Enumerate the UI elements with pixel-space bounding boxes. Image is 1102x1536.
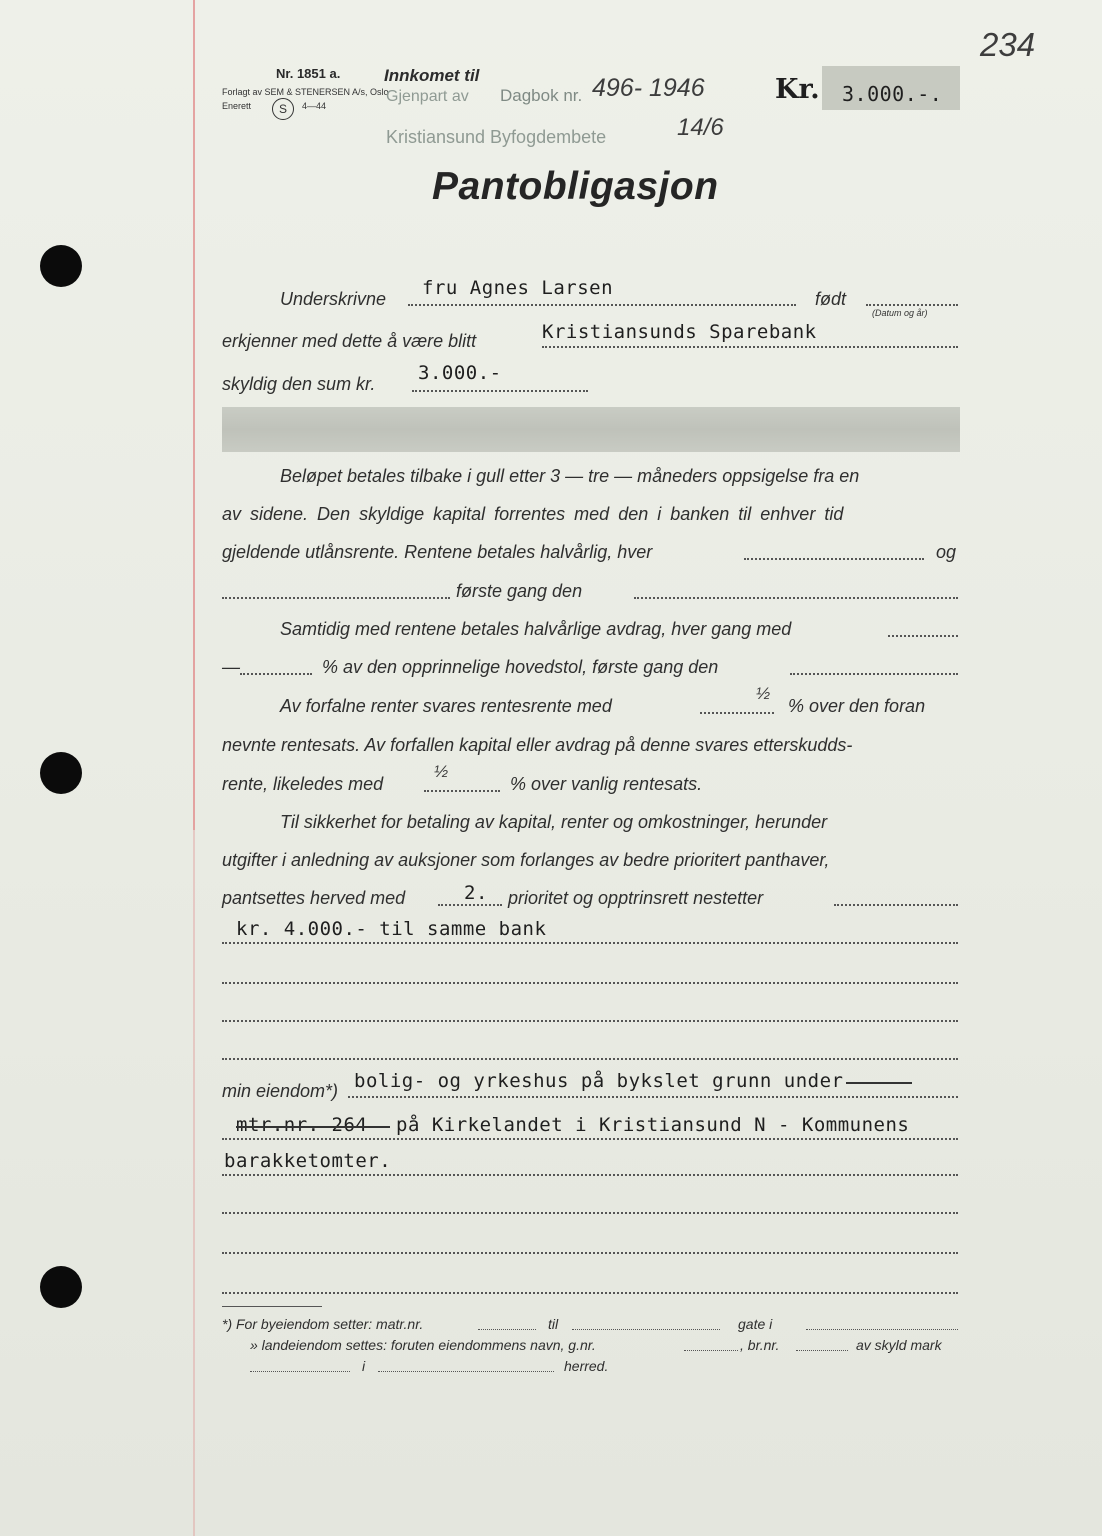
footnote-l3-dots-b xyxy=(378,1371,554,1372)
p4-line3-dots-b xyxy=(834,904,958,906)
p1-line3-dots xyxy=(744,558,924,560)
footnote-l2-c: av skyld mark xyxy=(856,1337,942,1353)
footnote-l2-a: » landeiendom settes: foruten eiendommens navn, g.nr. xyxy=(250,1337,596,1353)
property-line1: bolig- og yrkeshus på bykslet grunn under xyxy=(354,1070,844,1092)
p3-line1-value: ½ xyxy=(756,684,771,703)
footnote-rule xyxy=(222,1306,322,1307)
footnote-l3-b: herred. xyxy=(564,1358,609,1374)
born-label: født xyxy=(815,289,847,309)
document-title: Pantobligasjon xyxy=(432,165,719,208)
footnote-l2-dots-a xyxy=(684,1350,738,1351)
publisher-enerett: Enerett xyxy=(222,101,252,111)
page-number: 234 xyxy=(980,26,1036,63)
footnote-l3-a: i xyxy=(362,1358,366,1374)
property-line2: på Kirkelandet i Kristiansund N - Kommunens xyxy=(396,1114,910,1136)
born-hint: (Datum og år) xyxy=(872,308,928,318)
kr-label: Kr. xyxy=(775,74,820,105)
p2-line1-dots xyxy=(888,635,958,637)
undersigned-dots xyxy=(408,304,796,306)
property-line3: barakketomter. xyxy=(224,1150,392,1172)
p3-line3-b: % over vanlig rentesats. xyxy=(510,774,703,794)
stamp-line-3: Kristiansund Byfogdembete xyxy=(386,127,607,147)
p3-line3-dots xyxy=(424,790,500,792)
form-number: Nr. 1851 a. xyxy=(276,66,341,81)
property-line1-dots xyxy=(348,1096,958,1098)
stamp-date: 14/6 xyxy=(677,114,724,141)
publisher-logo: S xyxy=(272,98,294,120)
p4-line3-a: pantsettes herved med xyxy=(222,888,406,908)
property-line3-dots xyxy=(222,1174,958,1176)
born-dots xyxy=(866,304,958,306)
dagbok-number: 496- 1946 xyxy=(592,74,705,102)
blank-line-6 xyxy=(222,1252,958,1254)
p2-line2: % av den opprinnelige hovedstol, første gang den xyxy=(322,657,719,677)
punch-hole-top xyxy=(40,245,82,287)
p1-line4-dots-b xyxy=(634,597,958,599)
blank-line-3 xyxy=(222,1020,958,1022)
footnote-l3-dots-a xyxy=(250,1371,350,1372)
property-struck: mtr.nr. 264 xyxy=(236,1114,368,1136)
p1-line2: av sidene. Den skyldige kapital forrentes med den i banken til enhver tid xyxy=(222,504,844,524)
p2-line2-prefix: — xyxy=(222,657,240,677)
blank-line-7 xyxy=(222,1292,958,1294)
stamp-word: Innkomet til xyxy=(384,66,480,85)
p2-line1: Samtidig med rentene betales halvårlige avdrag, hver gang med xyxy=(280,619,792,639)
margin-rule-lower xyxy=(193,830,195,1536)
p4-line2: utgifter i anledning av auksjoner som forlanges av bedre prioritert panthaver, xyxy=(222,850,830,870)
sum-dots xyxy=(412,390,588,392)
footnote-l1-dots-b xyxy=(572,1329,720,1330)
dagbok-label: Dagbok nr. xyxy=(500,86,583,105)
p1-line4: første gang den xyxy=(456,581,583,601)
punch-hole-bottom xyxy=(40,1266,82,1308)
sum-label: skyldig den sum kr. xyxy=(222,374,376,394)
property-line2-dots xyxy=(222,1138,958,1140)
p3-line1-a: Av forfalne renter svares rentesrente med xyxy=(280,696,612,716)
p2-line2-dots-a xyxy=(240,673,312,675)
sum-value: 3.000.- xyxy=(418,362,502,384)
footnote-l1-a: *) For byeiendom setter: matr.nr. xyxy=(222,1316,424,1332)
stamp-line-2: Gjenpart av xyxy=(386,88,469,105)
blank-line-4 xyxy=(222,1058,958,1060)
prior-encumbrance: kr. 4.000.- til samme bank xyxy=(236,918,547,940)
p3-line3-value: ½ xyxy=(434,762,449,781)
p3-line1-dots xyxy=(700,712,774,714)
publisher-line: Forlagt av SEM & STENERSEN A/s, Oslo xyxy=(222,87,389,97)
redaction-band xyxy=(222,407,960,452)
p4-line3-b: prioritet og opptrinsrett nestetter xyxy=(508,888,764,908)
p1-line4-dots-a xyxy=(222,597,450,599)
p4-line1: Til sikkerhet for betaling av kapital, renter og omkostninger, herunder xyxy=(280,812,828,832)
blank-line-2 xyxy=(222,982,958,984)
p1-line3-end: og xyxy=(936,542,957,562)
p1-line1: Beløpet betales tilbake i gull etter 3 — tre — måneders oppsigelse fra en xyxy=(280,466,860,486)
creditor-dots xyxy=(542,346,958,348)
punch-hole-middle xyxy=(40,752,82,794)
p1-line3: gjeldende utlånsrente. Rentene betales halvårlig, hver xyxy=(222,542,653,562)
p4-line3-dots-a xyxy=(438,904,502,906)
property-label: min eiendom*) xyxy=(222,1081,339,1101)
p3-line2: nevnte rentesats. Av forfallen kapital eller avdrag på denne svares etterskudds- xyxy=(222,735,853,755)
footnote-l1-c: gate i xyxy=(738,1316,773,1332)
footnote-l1-dots-a xyxy=(478,1329,536,1330)
p3-line3-a: rente, likeledes med xyxy=(222,774,384,794)
creditor-value: Kristiansunds Sparebank xyxy=(542,321,817,343)
strike-mtr xyxy=(236,1126,390,1128)
blank-line-5 xyxy=(222,1212,958,1214)
p4-line3-value: 2. xyxy=(464,882,488,904)
strike-under xyxy=(846,1082,912,1084)
blank-line-1 xyxy=(222,942,958,944)
kr-amount: 3.000.-. xyxy=(842,82,943,106)
margin-rule xyxy=(193,0,195,830)
footnote-l2-b: , br.nr. xyxy=(740,1337,780,1353)
footnote-l1-dots-c xyxy=(806,1329,958,1330)
p2-line2-dots-b xyxy=(790,673,958,675)
footnote-l1-b: til xyxy=(548,1316,559,1332)
undersigned-label: Underskrivne xyxy=(280,289,387,309)
creditor-label: erkjenner med dette å være blitt xyxy=(222,331,477,351)
footnote-l2-dots-b xyxy=(796,1350,848,1351)
undersigned-value: fru Agnes Larsen xyxy=(422,277,614,299)
p3-line1-b: % over den foran xyxy=(788,696,926,716)
publisher-date: 4—44 xyxy=(302,101,327,111)
